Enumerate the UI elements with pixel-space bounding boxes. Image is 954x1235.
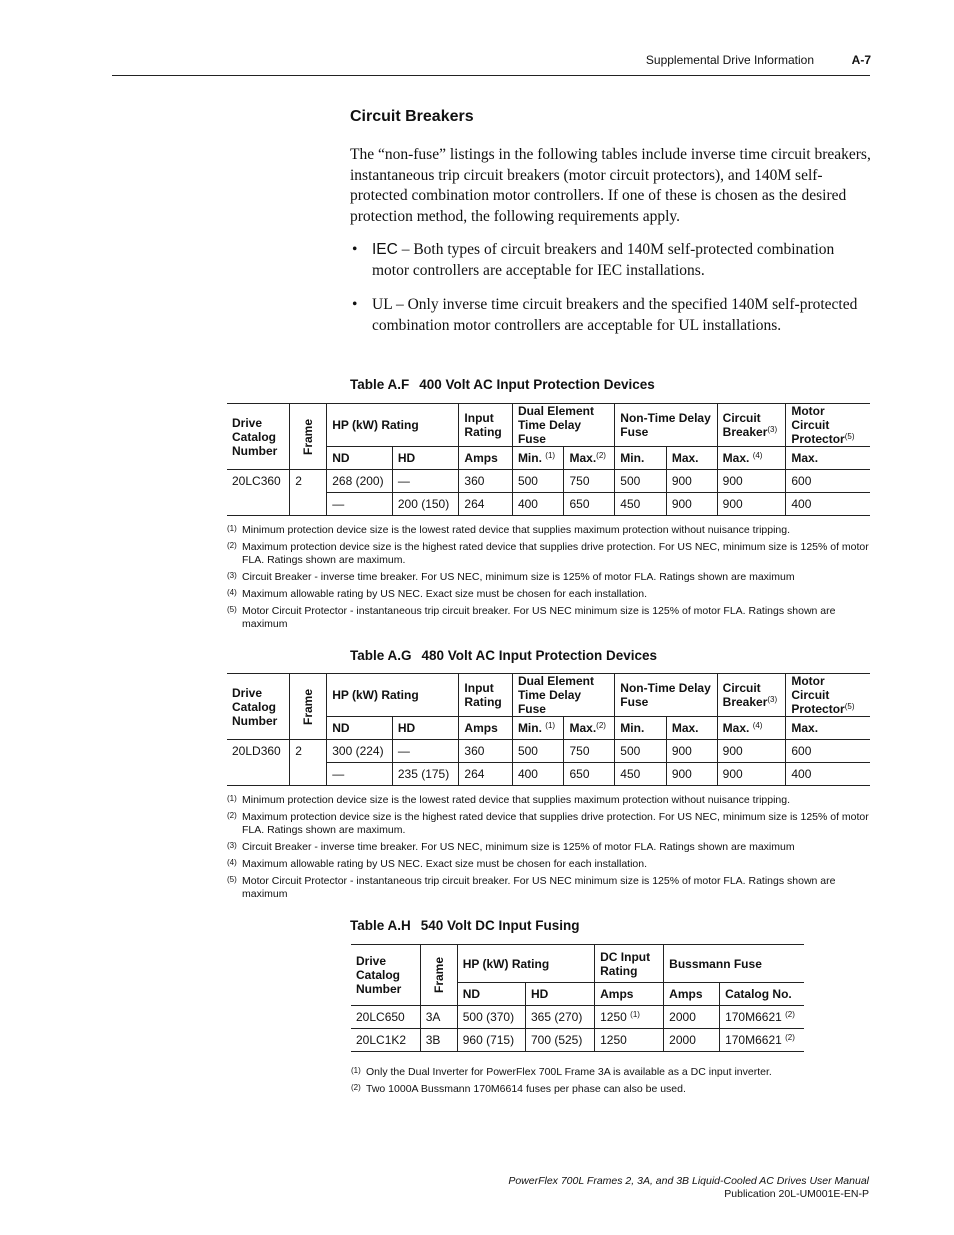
cell-amps: 360 — [459, 740, 513, 763]
table-caption — [350, 918, 580, 933]
cell-cb-max: 900 — [717, 740, 786, 763]
header-circuit-breaker: Circuit Breaker$^{(3)}$ — [717, 674, 786, 717]
sub-max: Max.$^{(2)}$ — [564, 717, 615, 740]
cell-amps: 264 — [459, 763, 513, 786]
cell-cb-max: 900 — [717, 763, 786, 786]
sub-hd: HD — [392, 717, 459, 740]
cell-nt-max: 900 — [666, 470, 717, 493]
cell-de-max: 750 — [564, 740, 615, 763]
sub-max: Max. $^{(4)}$ — [717, 447, 786, 470]
sub-catalog-no: Catalog No. — [720, 983, 804, 1006]
header-motor-circuit-protector: Motor Circuit Protector$^{(5)}$ — [786, 674, 870, 717]
table-caption — [350, 377, 655, 392]
sub-hd: HD — [525, 983, 594, 1006]
cell-de-min: 400 — [512, 763, 564, 786]
header-hp: HP (kW) Rating — [327, 674, 459, 717]
cell-de-max: 650 — [564, 763, 615, 786]
sub-nd: ND — [327, 717, 393, 740]
cell-catalog: 20LC650 — [351, 1006, 420, 1029]
list-item — [350, 240, 875, 281]
cell-de-min: 400 — [512, 493, 564, 516]
header-frame: Frame — [420, 945, 457, 1006]
table-title: 480 Volt AC Input Protection Devices — [421, 648, 658, 663]
cell-catalog: 20LC1K2 — [351, 1029, 420, 1052]
cell-amps: 360 — [459, 470, 513, 493]
footnote: (2) Maximum protection device size is the highest rated device that supplies drive protection. For US NEC, minimum size is 125% of motor FLA. Ratings shown are maximum. — [227, 541, 869, 566]
sub-min: Min. — [615, 447, 667, 470]
footnote: (3) Circuit Breaker - inverse time breaker. For US NEC, minimum size is 125% of motor FLA. Ratings shown are maximum — [227, 571, 795, 583]
cell-frame: 2 — [290, 470, 327, 493]
cell-cb-max: 900 — [717, 470, 786, 493]
footnote: (5) Motor Circuit Protector - instantaneous trip circuit breaker. For US NEC minimum size is 125% of motor FLA. Ratings shown are maximum — [227, 875, 836, 900]
cell-catalog — [227, 493, 290, 516]
protection-table-400v — [227, 403, 870, 516]
sub-max: Max. — [666, 447, 717, 470]
section-title: Circuit Breakers — [350, 108, 474, 125]
sub-max: Max. — [786, 447, 870, 470]
sub-max: Max.$^{(2)}$ — [564, 447, 615, 470]
header-hp: HP (kW) Rating — [327, 404, 459, 447]
sub-max: Max. — [786, 717, 870, 740]
sub-hd: HD — [392, 447, 459, 470]
dc-fusing-table — [351, 944, 804, 1052]
cell-nd: 300 (224) — [327, 740, 393, 763]
table-row — [227, 740, 870, 763]
cell-de-max: 750 — [564, 470, 615, 493]
intro-paragraph: The “non-fuse” listings in the following tables include inverse time circuit breakers, instantaneous trip circuit breakers (motor circuit protectors), and 140M self-protected combination motor controllers. If one of these is chosen as the desired protection method, the following requirements apply. — [350, 146, 871, 225]
cell-catalog: 20LD360 — [227, 740, 290, 763]
cell-fuse-catalog: 170M6621 $^{(2)}$ — [720, 1006, 804, 1029]
cell-nt-min: 500 — [615, 740, 667, 763]
table-row — [351, 1029, 804, 1052]
cell-frame: 2 — [290, 740, 327, 763]
sub-min: Min. $^{(1)}$ — [512, 717, 564, 740]
bullet-icon: • — [352, 296, 358, 313]
cell-nd: 268 (200) — [327, 470, 393, 493]
manual-title: PowerFlex 700L Frames 2, 3A, and 3B Liquid-Cooled AC Drives User Manual — [508, 1175, 869, 1187]
header-input: Input Rating — [459, 404, 513, 447]
publication-number: Publication 20L-UM001E-EN-P — [724, 1188, 869, 1200]
cell-amps: 264 — [459, 493, 513, 516]
cell-fuse-amps: 2000 — [664, 1029, 720, 1052]
cell-mcp-max: 400 — [786, 763, 870, 786]
sub-amps: Amps — [664, 983, 720, 1006]
cell-frame — [290, 763, 327, 786]
page-footer — [508, 1175, 869, 1201]
cell-fuse-amps: 2000 — [664, 1006, 720, 1029]
table-row — [351, 1006, 804, 1029]
requirements-list — [350, 240, 875, 350]
header-circuit-breaker: Circuit Breaker$^{(3)}$ — [717, 404, 786, 447]
cell-dc-amps: 1250 $^{(1)}$ — [595, 1006, 664, 1029]
header-rule — [112, 75, 870, 76]
cell-nt-min: 450 — [615, 493, 667, 516]
sub-amps: Amps — [595, 983, 664, 1006]
sub-nd: ND — [457, 983, 525, 1006]
cell-catalog — [227, 763, 290, 786]
cell-hd: 200 (150) — [392, 493, 459, 516]
cell-mcp-max: 600 — [786, 740, 870, 763]
list-item-lead: UL — [372, 296, 393, 313]
list-item-lead: IEC — [372, 241, 398, 258]
footnote: (2) Two 1000A Bussmann 170M6614 fuses per phase can also be used. — [351, 1083, 686, 1095]
sub-min: Min. $^{(1)}$ — [512, 447, 564, 470]
cell-hd: 700 (525) — [525, 1029, 594, 1052]
table-label: Table A.G — [350, 648, 412, 663]
header-dual-fuse: Dual Element Time Delay Fuse — [512, 674, 614, 717]
footnote: (1) Minimum protection device size is the lowest rated device that supplies maximum protection without nuisance tripping. — [227, 794, 791, 806]
sub-max: Max. — [666, 717, 717, 740]
cell-de-max: 650 — [564, 493, 615, 516]
table-title: 400 Volt AC Input Protection Devices — [419, 377, 655, 392]
table-label: Table A.H — [350, 918, 411, 933]
footnote: (2) Maximum protection device size is the highest rated device that supplies drive protection. For US NEC, minimum size is 125% of motor FLA. Ratings shown are maximum. — [227, 811, 869, 836]
sub-min: Min. — [615, 717, 667, 740]
cell-catalog: 20LC360 — [227, 470, 290, 493]
page-header — [0, 52, 954, 76]
list-item-text: – Both types of circuit breakers and 140M self-protected combination motor controllers are acceptable for IEC installations. — [372, 241, 835, 279]
sub-amps: Amps — [459, 717, 513, 740]
cell-mcp-max: 400 — [786, 493, 870, 516]
footnote: (5) Motor Circuit Protector - instantaneous trip circuit breaker. For US NEC minimum size is 125% of motor FLA. Ratings shown are maximum — [227, 605, 836, 630]
list-item — [350, 295, 875, 336]
table-row — [227, 763, 870, 786]
footnote: (1) Minimum protection device size is the lowest rated device that supplies maximum protection without nuisance tripping. — [227, 524, 791, 536]
cell-nd: 500 (370) — [457, 1006, 525, 1029]
cell-frame: 3B — [420, 1029, 457, 1052]
page-number: A-7 — [851, 53, 871, 67]
cell-mcp-max: 600 — [786, 470, 870, 493]
list-item-text: – Only inverse time circuit breakers and the specified 140M self-protected combination motor controllers are acceptable for UL installations. — [372, 296, 858, 334]
footnote: (3) Circuit Breaker - inverse time breaker. For US NEC, minimum size is 125% of motor FLA. Ratings shown are maximum — [227, 841, 795, 853]
cell-hd: 235 (175) — [392, 763, 459, 786]
cell-nt-min: 500 — [615, 470, 667, 493]
header-catalog: Drive Catalog Number — [351, 945, 420, 1006]
header-catalog: Drive Catalog Number — [227, 674, 290, 740]
table-footnotes — [227, 524, 872, 635]
protection-table-480v — [227, 673, 870, 786]
table-footnotes — [351, 1066, 871, 1100]
sub-max: Max. $^{(4)}$ — [717, 717, 786, 740]
cell-nd: — — [327, 763, 393, 786]
sub-nd: ND — [327, 447, 393, 470]
header-frame: Frame — [290, 674, 327, 740]
header-catalog: Drive Catalog Number — [227, 404, 290, 470]
cell-cb-max: 900 — [717, 493, 786, 516]
header-motor-circuit-protector: Motor Circuit Protector$^{(5)}$ — [786, 404, 870, 447]
table-label: Table A.F — [350, 377, 410, 392]
header-frame: Frame — [290, 404, 327, 470]
footnote: (1) Only the Dual Inverter for PowerFlex 700L Frame 3A is available as a DC input inverter. — [351, 1066, 772, 1078]
cell-nt-max: 900 — [666, 740, 717, 763]
cell-hd: — — [392, 740, 459, 763]
cell-frame — [290, 493, 327, 516]
cell-nd: — — [327, 493, 393, 516]
header-dc-input: DC Input Rating — [595, 945, 664, 983]
bullet-icon: • — [352, 241, 358, 258]
header-hp: HP (kW) Rating — [457, 945, 594, 983]
cell-frame: 3A — [420, 1006, 457, 1029]
footnote: (4) Maximum allowable rating by US NEC. Exact size must be chosen for each installation. — [227, 588, 648, 600]
header-bussmann-fuse: Bussmann Fuse — [664, 945, 804, 983]
cell-hd: 365 (270) — [525, 1006, 594, 1029]
table-footnotes — [227, 794, 872, 905]
header-input: Input Rating — [459, 674, 513, 717]
footnote: (4) Maximum allowable rating by US NEC. Exact size must be chosen for each installation. — [227, 858, 648, 870]
cell-nd: 960 (715) — [457, 1029, 525, 1052]
table-row — [227, 493, 870, 516]
cell-nt-max: 900 — [666, 493, 717, 516]
table-title: 540 Volt DC Input Fusing — [420, 918, 580, 933]
header-nontime-fuse: Non-Time Delay Fuse — [615, 674, 717, 717]
cell-nt-min: 450 — [615, 763, 667, 786]
cell-de-min: 500 — [512, 740, 564, 763]
cell-fuse-catalog: 170M6621 $^{(2)}$ — [720, 1029, 804, 1052]
cell-nt-max: 900 — [666, 763, 717, 786]
running-header: Supplemental Drive Information — [645, 53, 814, 67]
table-caption — [350, 648, 657, 663]
header-dual-fuse: Dual Element Time Delay Fuse — [512, 404, 614, 447]
cell-hd: — — [392, 470, 459, 493]
cell-de-min: 500 — [512, 470, 564, 493]
cell-dc-amps: 1250 — [595, 1029, 664, 1052]
header-nontime-fuse: Non-Time Delay Fuse — [615, 404, 717, 447]
sub-amps: Amps — [459, 447, 513, 470]
table-row — [227, 470, 870, 493]
